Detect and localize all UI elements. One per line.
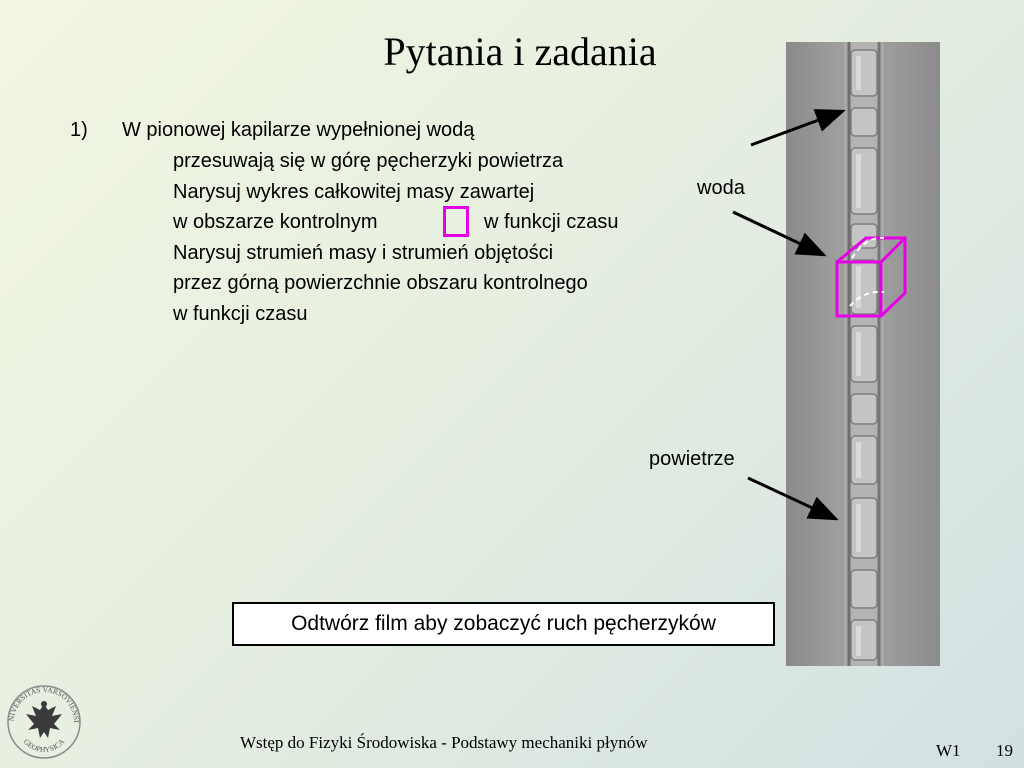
university-seal-icon [1, 675, 84, 762]
label-water: woda [697, 177, 745, 199]
footer-lecture: W1 [936, 741, 961, 760]
footer-course: Wstęp do Fizyki Środowiska - Podstawy mechaniki płynów [240, 733, 648, 752]
task-line-2: przesuwają się w górę pęcherzyki powietrza [173, 150, 564, 172]
arrow-top [751, 111, 843, 145]
task-line-5: Narysuj strumień masy i strumień objętości [173, 242, 554, 264]
task-line-6: przez górną powierzchnie obszaru kontrolnego [173, 272, 588, 294]
play-film-button[interactable]: Odtwórz film aby zobaczyć ruch pęcherzyków [232, 602, 775, 646]
arrow-air [748, 478, 836, 519]
task-number: 1) [70, 119, 88, 141]
label-air: powietrze [649, 448, 735, 470]
slide-title: Pytania i zadania [383, 29, 657, 74]
arrow-water [733, 212, 824, 255]
svg-text:UNIVERSITAS VARSOVIENSIS: UNIVERSITAS VARSOVIENSIS [1, 675, 82, 723]
task-line-4b: w funkcji czasu [484, 211, 619, 233]
control-volume-cube [837, 238, 905, 316]
task-line-7: w funkcji czasu [173, 303, 308, 325]
task-line-3: Narysuj wykres całkowitej masy zawartej [173, 181, 535, 203]
footer-page-number: 19 [996, 741, 1013, 760]
task-line-4a: w obszarze kontrolnym [173, 211, 378, 233]
svg-text:GEOPHYSICA: GEOPHYSICA [21, 737, 67, 755]
task-line-1: W pionowej kapilarze wypełnionej wodą [122, 119, 475, 141]
